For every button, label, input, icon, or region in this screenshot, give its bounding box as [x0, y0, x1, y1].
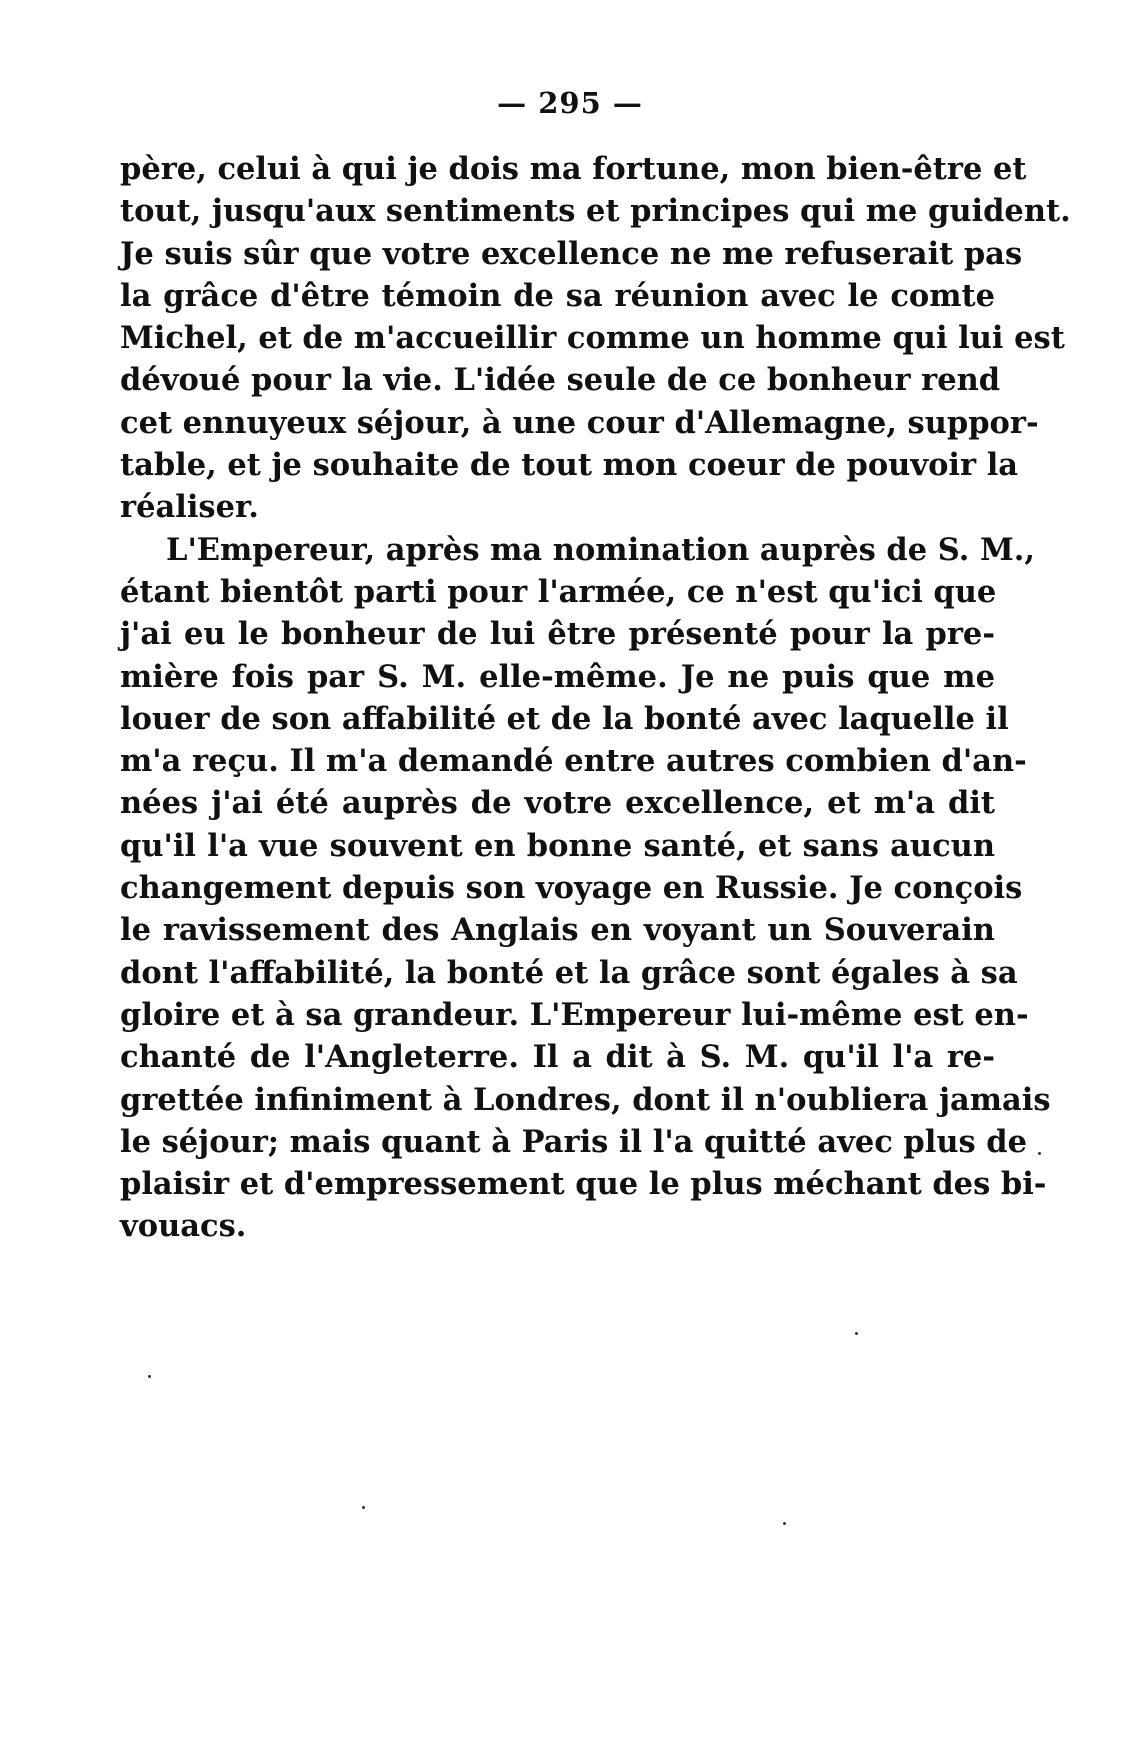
text-line: dévoué pour la vie. L'idée seule de ce bonheur rend — [120, 362, 1001, 399]
text-line: mière fois par S. M. elle-même. Je ne puis que me — [120, 658, 995, 695]
text-line: gloire et à sa grandeur. L'Empereur lui-même est en- — [120, 996, 1029, 1033]
scan-speck — [148, 1375, 151, 1378]
text-line: Michel, et de m'accueillir comme un homme qui lui est — [120, 320, 1065, 357]
text-line: étant bientôt parti pour l'armée, ce n'est qu'ici que — [120, 573, 997, 610]
text-line: grettée infiniment à Londres, dont il n'oubliera jamais — [120, 1081, 1051, 1118]
text-line: réaliser. — [120, 489, 259, 526]
text-line: dont l'affabilité, la bonté et la grâce sont égales à sa — [120, 954, 1018, 991]
text-line: Je suis sûr que votre excellence ne me refuserait pas — [120, 235, 1023, 272]
text-line: le ravissement des Anglais en voyant un Souverain — [120, 912, 995, 949]
text-line: m'a reçu. Il m'a demandé entre autres combien d'an- — [120, 743, 1027, 780]
text-line: table, et je souhaite de tout mon coeur de pouvoir la — [120, 447, 1019, 484]
text-line: nées j'ai été auprès de votre excellence, et m'a dit — [120, 785, 995, 822]
text-line: tout, jusqu'aux sentiments et principes qui me guident. — [120, 193, 1071, 230]
text-line: qu'il l'a vue souvent en bonne santé, et sans aucun — [120, 827, 995, 864]
text-line: le séjour; mais quant à Paris il l'a quitté avec plus de — [120, 1123, 1028, 1160]
text-line: chanté de l'Angleterre. Il a dit à S. M. qu'il l'a re- — [120, 1039, 995, 1076]
text-line: cet ennuyeux séjour, à une cour d'Allemagne, suppor- — [120, 404, 1039, 441]
scan-speck — [1038, 1152, 1041, 1155]
text-line: L'Empereur, après ma nomination auprès de S. M., — [166, 531, 1035, 568]
text-line: changement depuis son voyage en Russie. Je conçois — [120, 870, 1023, 907]
text-line: la grâce d'être témoin de sa réunion avec le comte — [120, 277, 995, 314]
text-line: vouacs. — [120, 1208, 247, 1245]
scan-speck — [783, 1522, 786, 1525]
scan-speck — [362, 1506, 365, 1509]
text-line: j'ai eu le bonheur de lui être présenté pour la pre- — [120, 616, 995, 653]
body-text — [120, 148, 1071, 1248]
text-line: louer de son affabilité et de la bonté avec laquelle il — [120, 700, 1009, 737]
page-number: — 295 — — [497, 86, 643, 120]
text-line: plaisir et d'empressement que le plus méchant des bi- — [120, 1166, 1047, 1203]
scan-speck — [855, 1332, 858, 1335]
text-line: père, celui à qui je dois ma fortune, mon bien-être et — [120, 151, 1027, 187]
